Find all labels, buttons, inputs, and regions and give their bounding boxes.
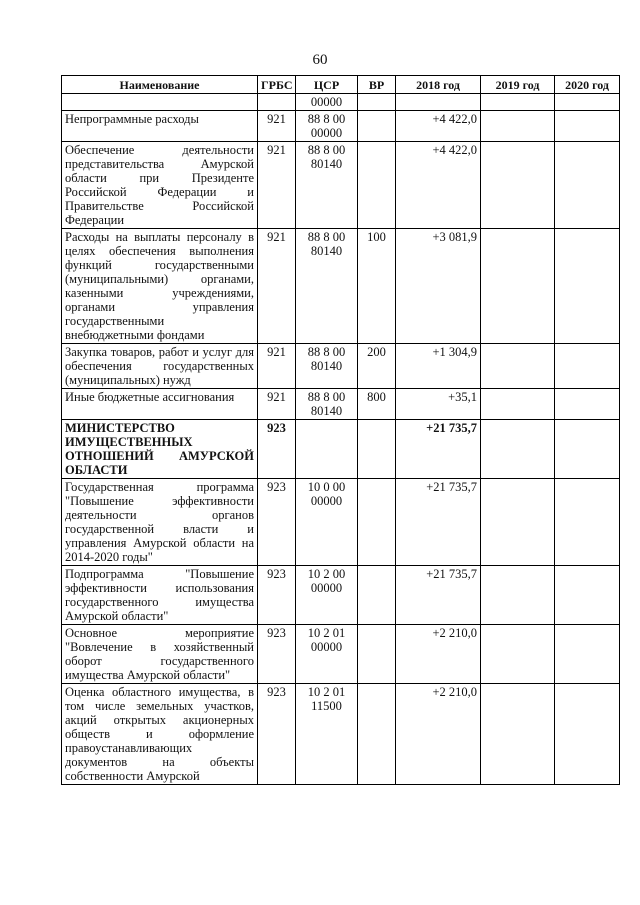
- table-row: [62, 111, 620, 142]
- cell-csr: 88 8 00 00000: [296, 111, 358, 142]
- cell-vr: [358, 111, 396, 142]
- header-2018: 2018 год: [396, 76, 481, 94]
- table-row: [62, 625, 620, 684]
- cell-csr: [296, 420, 358, 479]
- cell-csr: 10 2 00 00000: [296, 566, 358, 625]
- cell-csr: 88 8 00 80140: [296, 389, 358, 420]
- cell-y2019: [481, 420, 555, 479]
- table-row: [62, 566, 620, 625]
- cell-y2020: [555, 142, 620, 229]
- cell-y2020: [555, 479, 620, 566]
- cell-grbs: 923: [258, 420, 296, 479]
- table-row: [62, 94, 620, 111]
- cell-name: Обеспечение деятельности представительства Амурской области при Президенте Российской Федерации и Правительстве Российской Федерации: [62, 142, 258, 229]
- table-header-row: [62, 76, 620, 94]
- cell-y2018: +4 422,0: [396, 111, 481, 142]
- cell-y2018: +1 304,9: [396, 344, 481, 389]
- table-row: [62, 479, 620, 566]
- cell-y2019: [481, 479, 555, 566]
- cell-grbs: 921: [258, 142, 296, 229]
- cell-y2020: [555, 111, 620, 142]
- header-2019: 2019 год: [481, 76, 555, 94]
- cell-name: Закупка товаров, работ и услуг для обеспечения государственных (муниципальных) нужд: [62, 344, 258, 389]
- page-number: 60: [312, 52, 328, 68]
- cell-y2020: [555, 94, 620, 111]
- cell-y2019: [481, 625, 555, 684]
- cell-name: [62, 94, 258, 111]
- table-row: [62, 420, 620, 479]
- cell-name: Основное мероприятие "Вовлечение в хозяйственный оборот государственного имущества Амурской области": [62, 625, 258, 684]
- cell-y2019: [481, 229, 555, 344]
- cell-y2019: [481, 389, 555, 420]
- header-2020: 2020 год: [555, 76, 620, 94]
- cell-y2020: [555, 344, 620, 389]
- cell-csr: 88 8 00 80140: [296, 344, 358, 389]
- cell-vr: 100: [358, 229, 396, 344]
- cell-y2020: [555, 566, 620, 625]
- cell-vr: 800: [358, 389, 396, 420]
- cell-name: Подпрограмма "Повышение эффективности использования государственного имущества Амурской области": [62, 566, 258, 625]
- cell-y2018: +3 081,9: [396, 229, 481, 344]
- cell-csr: 10 2 01 00000: [296, 625, 358, 684]
- budget-table: [61, 75, 620, 785]
- cell-name: Государственная программа "Повышение эффективности деятельности органов государственной власти и управления Амурской области на 2014-2020 годы": [62, 479, 258, 566]
- cell-csr: 10 2 01 11500: [296, 684, 358, 785]
- cell-grbs: 921: [258, 111, 296, 142]
- cell-y2020: [555, 229, 620, 344]
- cell-name: Расходы на выплаты персоналу в целях обеспечения выполнения функций государственными (муниципальными) органами, казенными учреждениями, органами управления государственными внебюджетными фондами: [62, 229, 258, 344]
- table-row: [62, 229, 620, 344]
- cell-y2019: [481, 111, 555, 142]
- cell-grbs: 923: [258, 566, 296, 625]
- cell-y2018: [396, 94, 481, 111]
- cell-csr: 00000: [296, 94, 358, 111]
- cell-vr: [358, 420, 396, 479]
- cell-vr: [358, 566, 396, 625]
- cell-y2020: [555, 389, 620, 420]
- cell-name: МИНИСТЕРСТВО ИМУЩЕСТВЕННЫХ ОТНОШЕНИЙ АМУРСКОЙ ОБЛАСТИ: [62, 420, 258, 479]
- cell-vr: [358, 479, 396, 566]
- cell-vr: [358, 94, 396, 111]
- cell-name: Иные бюджетные ассигнования: [62, 389, 258, 420]
- cell-y2020: [555, 684, 620, 785]
- table-row: [62, 389, 620, 420]
- cell-y2018: +21 735,7: [396, 479, 481, 566]
- cell-grbs: 923: [258, 479, 296, 566]
- cell-y2020: [555, 420, 620, 479]
- cell-vr: 200: [358, 344, 396, 389]
- cell-grbs: 923: [258, 625, 296, 684]
- table-row: [62, 684, 620, 785]
- cell-y2019: [481, 684, 555, 785]
- cell-y2019: [481, 142, 555, 229]
- header-name: Наименование: [62, 76, 258, 94]
- cell-grbs: 921: [258, 344, 296, 389]
- cell-grbs: 921: [258, 229, 296, 344]
- cell-y2018: +2 210,0: [396, 684, 481, 785]
- cell-y2018: +21 735,7: [396, 566, 481, 625]
- header-csr: ЦСР: [296, 76, 358, 94]
- cell-csr: 10 0 00 00000: [296, 479, 358, 566]
- cell-grbs: [258, 94, 296, 111]
- cell-y2018: +21 735,7: [396, 420, 481, 479]
- cell-grbs: 921: [258, 389, 296, 420]
- cell-y2019: [481, 566, 555, 625]
- cell-y2018: +35,1: [396, 389, 481, 420]
- header-grbs: ГРБС: [258, 76, 296, 94]
- cell-name: Непрограммные расходы: [62, 111, 258, 142]
- cell-y2018: +4 422,0: [396, 142, 481, 229]
- cell-y2019: [481, 344, 555, 389]
- cell-name: Оценка областного имущества, в том числе земельных участков, акций открытых акционерных обществ и оформление правоустанавливающих документов на объекты собственности Амурской: [62, 684, 258, 785]
- table-row: [62, 142, 620, 229]
- cell-y2019: [481, 94, 555, 111]
- cell-vr: [358, 684, 396, 785]
- header-vr: ВР: [358, 76, 396, 94]
- cell-csr: 88 8 00 80140: [296, 142, 358, 229]
- cell-vr: [358, 625, 396, 684]
- cell-vr: [358, 142, 396, 229]
- table-row: [62, 344, 620, 389]
- cell-csr: 88 8 00 80140: [296, 229, 358, 344]
- cell-grbs: 923: [258, 684, 296, 785]
- cell-y2020: [555, 625, 620, 684]
- cell-y2018: +2 210,0: [396, 625, 481, 684]
